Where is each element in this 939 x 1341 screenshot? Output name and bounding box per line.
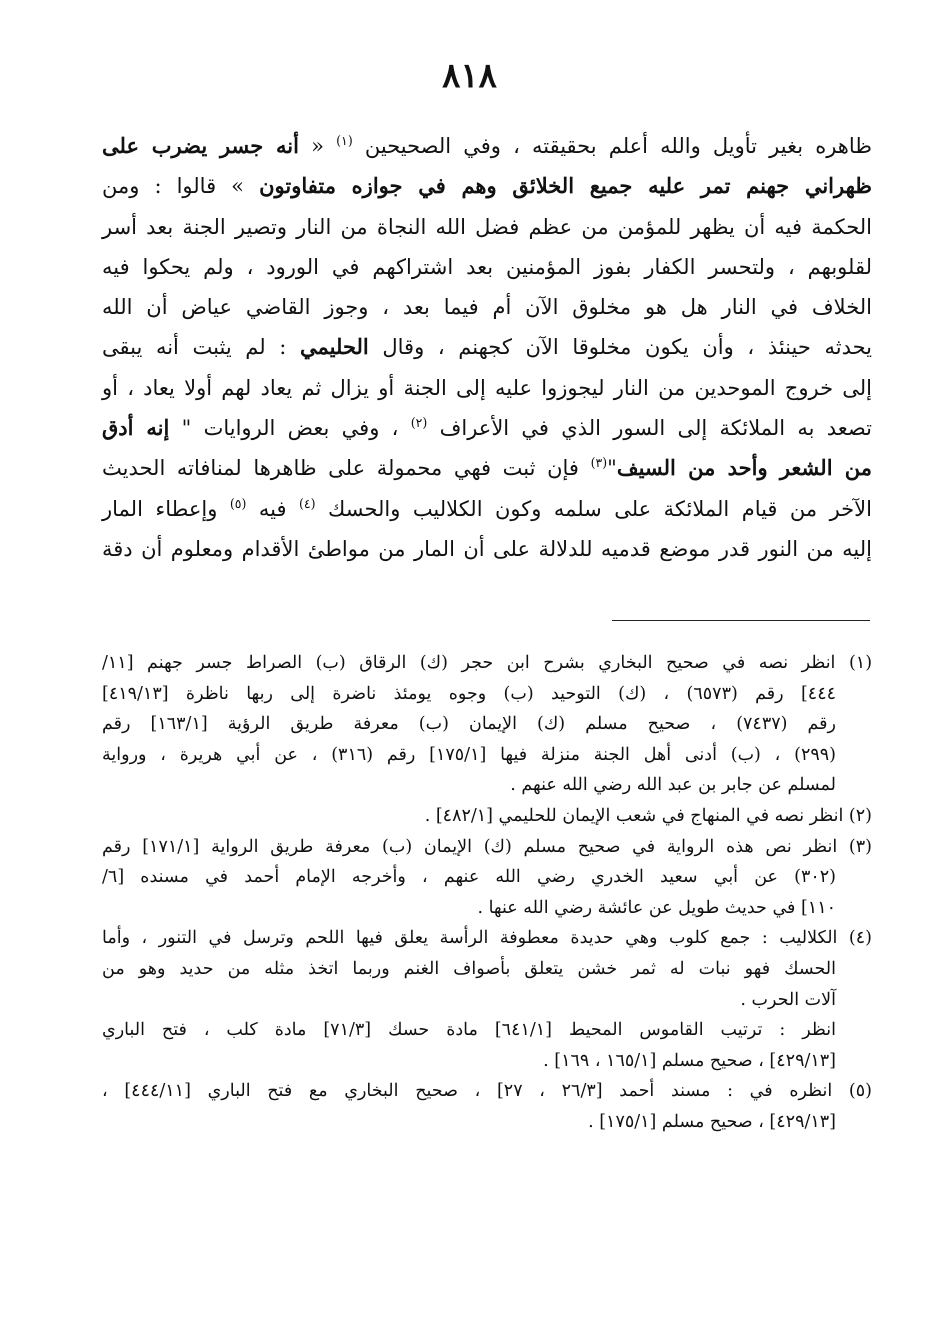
text-run: فإن ثبت فهي محمولة على ظاهرها لمنافاته الحديث	[102, 456, 591, 481]
text-run: الخلاف في النار هل هو مخلوق الآن أم فيما بعد ، وجوز القاضي عياض أن الله	[102, 295, 873, 320]
footnote-line: (٥) انظره في : مسند أحمد [٢٦/٣ ، ٢٧] ، صحيح البخاري مع فتح الباري [٤٤٤/١١] ،	[102, 1081, 872, 1102]
footnotes	[102, 648, 872, 1138]
text-run: يحدثه حينئذ ، وأن يكون مخلوقا الآن كجهنم ، وقال	[368, 335, 872, 360]
text-run: ، وفي بعض الروايات "	[169, 416, 411, 441]
text-run: إلى خروج الموحدين من النار ليجوزوا عليه إلى الجنة أو يزال ثم يعاد لهم أولا يعاد ، أو	[102, 375, 872, 400]
footnote-line: لمسلم عن جابر بن عبد الله رضي الله عنهم .	[510, 775, 836, 796]
footnote-ref: (١)	[336, 133, 353, 148]
footnote-line: (٢) انظر نصه في المنهاج في شعب الإيمان للحليمي [٤٨٢/١] .	[424, 805, 872, 826]
footnote-divider	[612, 620, 870, 621]
bold-text: الحليمي	[300, 334, 369, 360]
footnote-line: ٤٤٤] رقم (٦٥٧٣) ، (ك) التوحيد (ب) وجوه يومئذ ناضرة إلى ربها ناظرة [٤١٩/١٣]	[102, 683, 836, 704]
footnote-ref: (٤)	[298, 495, 316, 511]
text-run: تصعد به الملائكة إلى السور الذي في الأعراف	[427, 416, 872, 441]
body-line	[102, 408, 872, 448]
footnote-ref: (٢)	[410, 415, 428, 431]
text-run: إليه من النور قدر موضع قدميه للدلالة على أن المار من مواطئ الأقدام ومعلوم أن دقة	[102, 536, 872, 561]
main-text	[102, 126, 872, 569]
bold-text: من الشعر وأحد من السيف	[616, 455, 873, 481]
text-run: «	[298, 134, 337, 158]
text-run: الحكمة فيه أن يظهر للمؤمن من عظم فضل الله النجاة من النار وتصير الجنة بعد أسر	[102, 214, 872, 239]
footnote-ref: (٣)	[590, 455, 608, 471]
footnote-line: (٣٠٢) عن أبي سعيد الخدري رضي الله عنهم ، وأخرجه الإمام أحمد في مسنده [٦/	[102, 867, 836, 888]
text-run: وإعطاء المار	[102, 496, 230, 521]
text-run: لقلوبهم ، ولتحسر الكفار بفوز المؤمنين بعد اشتراكهم في الورود ، ولم يحكوا فيه	[102, 254, 872, 279]
text-run: » قالوا : ومن	[102, 174, 260, 199]
body-line	[102, 247, 872, 287]
footnote-line: [٤٢٩/١٣] ، صحيح مسلم [١٦٥/١ ، ١٦٩] .	[543, 1050, 836, 1071]
text-run: "	[607, 456, 617, 481]
text-run: : لم يثبت أنه يبقى	[102, 335, 301, 360]
footnote-ref: (٥)	[229, 495, 247, 511]
bold-text: ظهراني جهنم تمر عليه جميع الخلائق وهم في جوازه متفاوتون	[259, 173, 872, 199]
footnote-line: ١١٠] في حديث طويل عن عائشة رضي الله عنها .	[477, 897, 836, 918]
footnote-line: (١) انظر نصه في صحيح البخاري بشرح ابن حجر (ك) الرقاق (ب) الصراط جسر جهنم [١١/	[102, 653, 873, 673]
bold-text: أنه جسر يضرب على	[102, 133, 299, 158]
body-line	[102, 126, 872, 166]
body-line	[102, 529, 872, 569]
text-run: ظاهره بغير تأويل والله أعلم بحقيقته ، وفي الصحيحين	[352, 134, 872, 158]
footnote-line: آلات الحرب .	[740, 989, 836, 1010]
body-line	[102, 166, 872, 206]
bold-text: إنه أدق	[102, 415, 170, 441]
footnote-line: (٣) انظر نص هذه الرواية في صحيح مسلم (ك) الإيمان (ب) معرفة طريق الرواية [١٧١/١] رقم	[102, 836, 872, 857]
body-line	[102, 448, 872, 488]
body-line	[102, 489, 872, 529]
body-line	[102, 287, 872, 327]
body-line	[102, 207, 872, 247]
footnote-line: (٤) الكلاليب : جمع كلوب وهي حديدة معطوفة الرأسة يعلق فيها اللحم وترسل في التنور ، وأما	[102, 928, 872, 949]
footnote-line: انظر : ترتيب القاموس المحيط [٦٤١/١] مادة حسك [٧١/٣] مادة كلب ، فتح الباري	[102, 1020, 836, 1041]
footnote-line: [٤٢٩/١٣] ، صحيح مسلم [١٧٥/١] .	[588, 1111, 836, 1132]
text-run: فيه	[246, 496, 299, 521]
footnote-line: (٢٩٩) ، (ب) أدنى أهل الجنة منزلة فيها [١٧٥/١] رقم (٣١٦) ، عن أبي هريرة ، ورواية	[102, 744, 836, 765]
body-line	[102, 327, 872, 367]
footnote-line: الحسك فهو نبات له ثمر خشن يتعلق بأصواف الغنم وربما اتخذ مثله من حديد وهو من	[102, 958, 836, 979]
footnote-line: رقم (٧٤٣٧) ، صحيح مسلم (ك) الإيمان (ب) معرفة طريق الرؤية [١٦٣/١] رقم	[102, 714, 836, 735]
page-number: ٨١٨	[442, 56, 497, 96]
text-run: الآخر من قيام الملائكة على سلمه وكون الكلاليب والحسك	[315, 496, 872, 521]
body-line	[102, 368, 872, 408]
